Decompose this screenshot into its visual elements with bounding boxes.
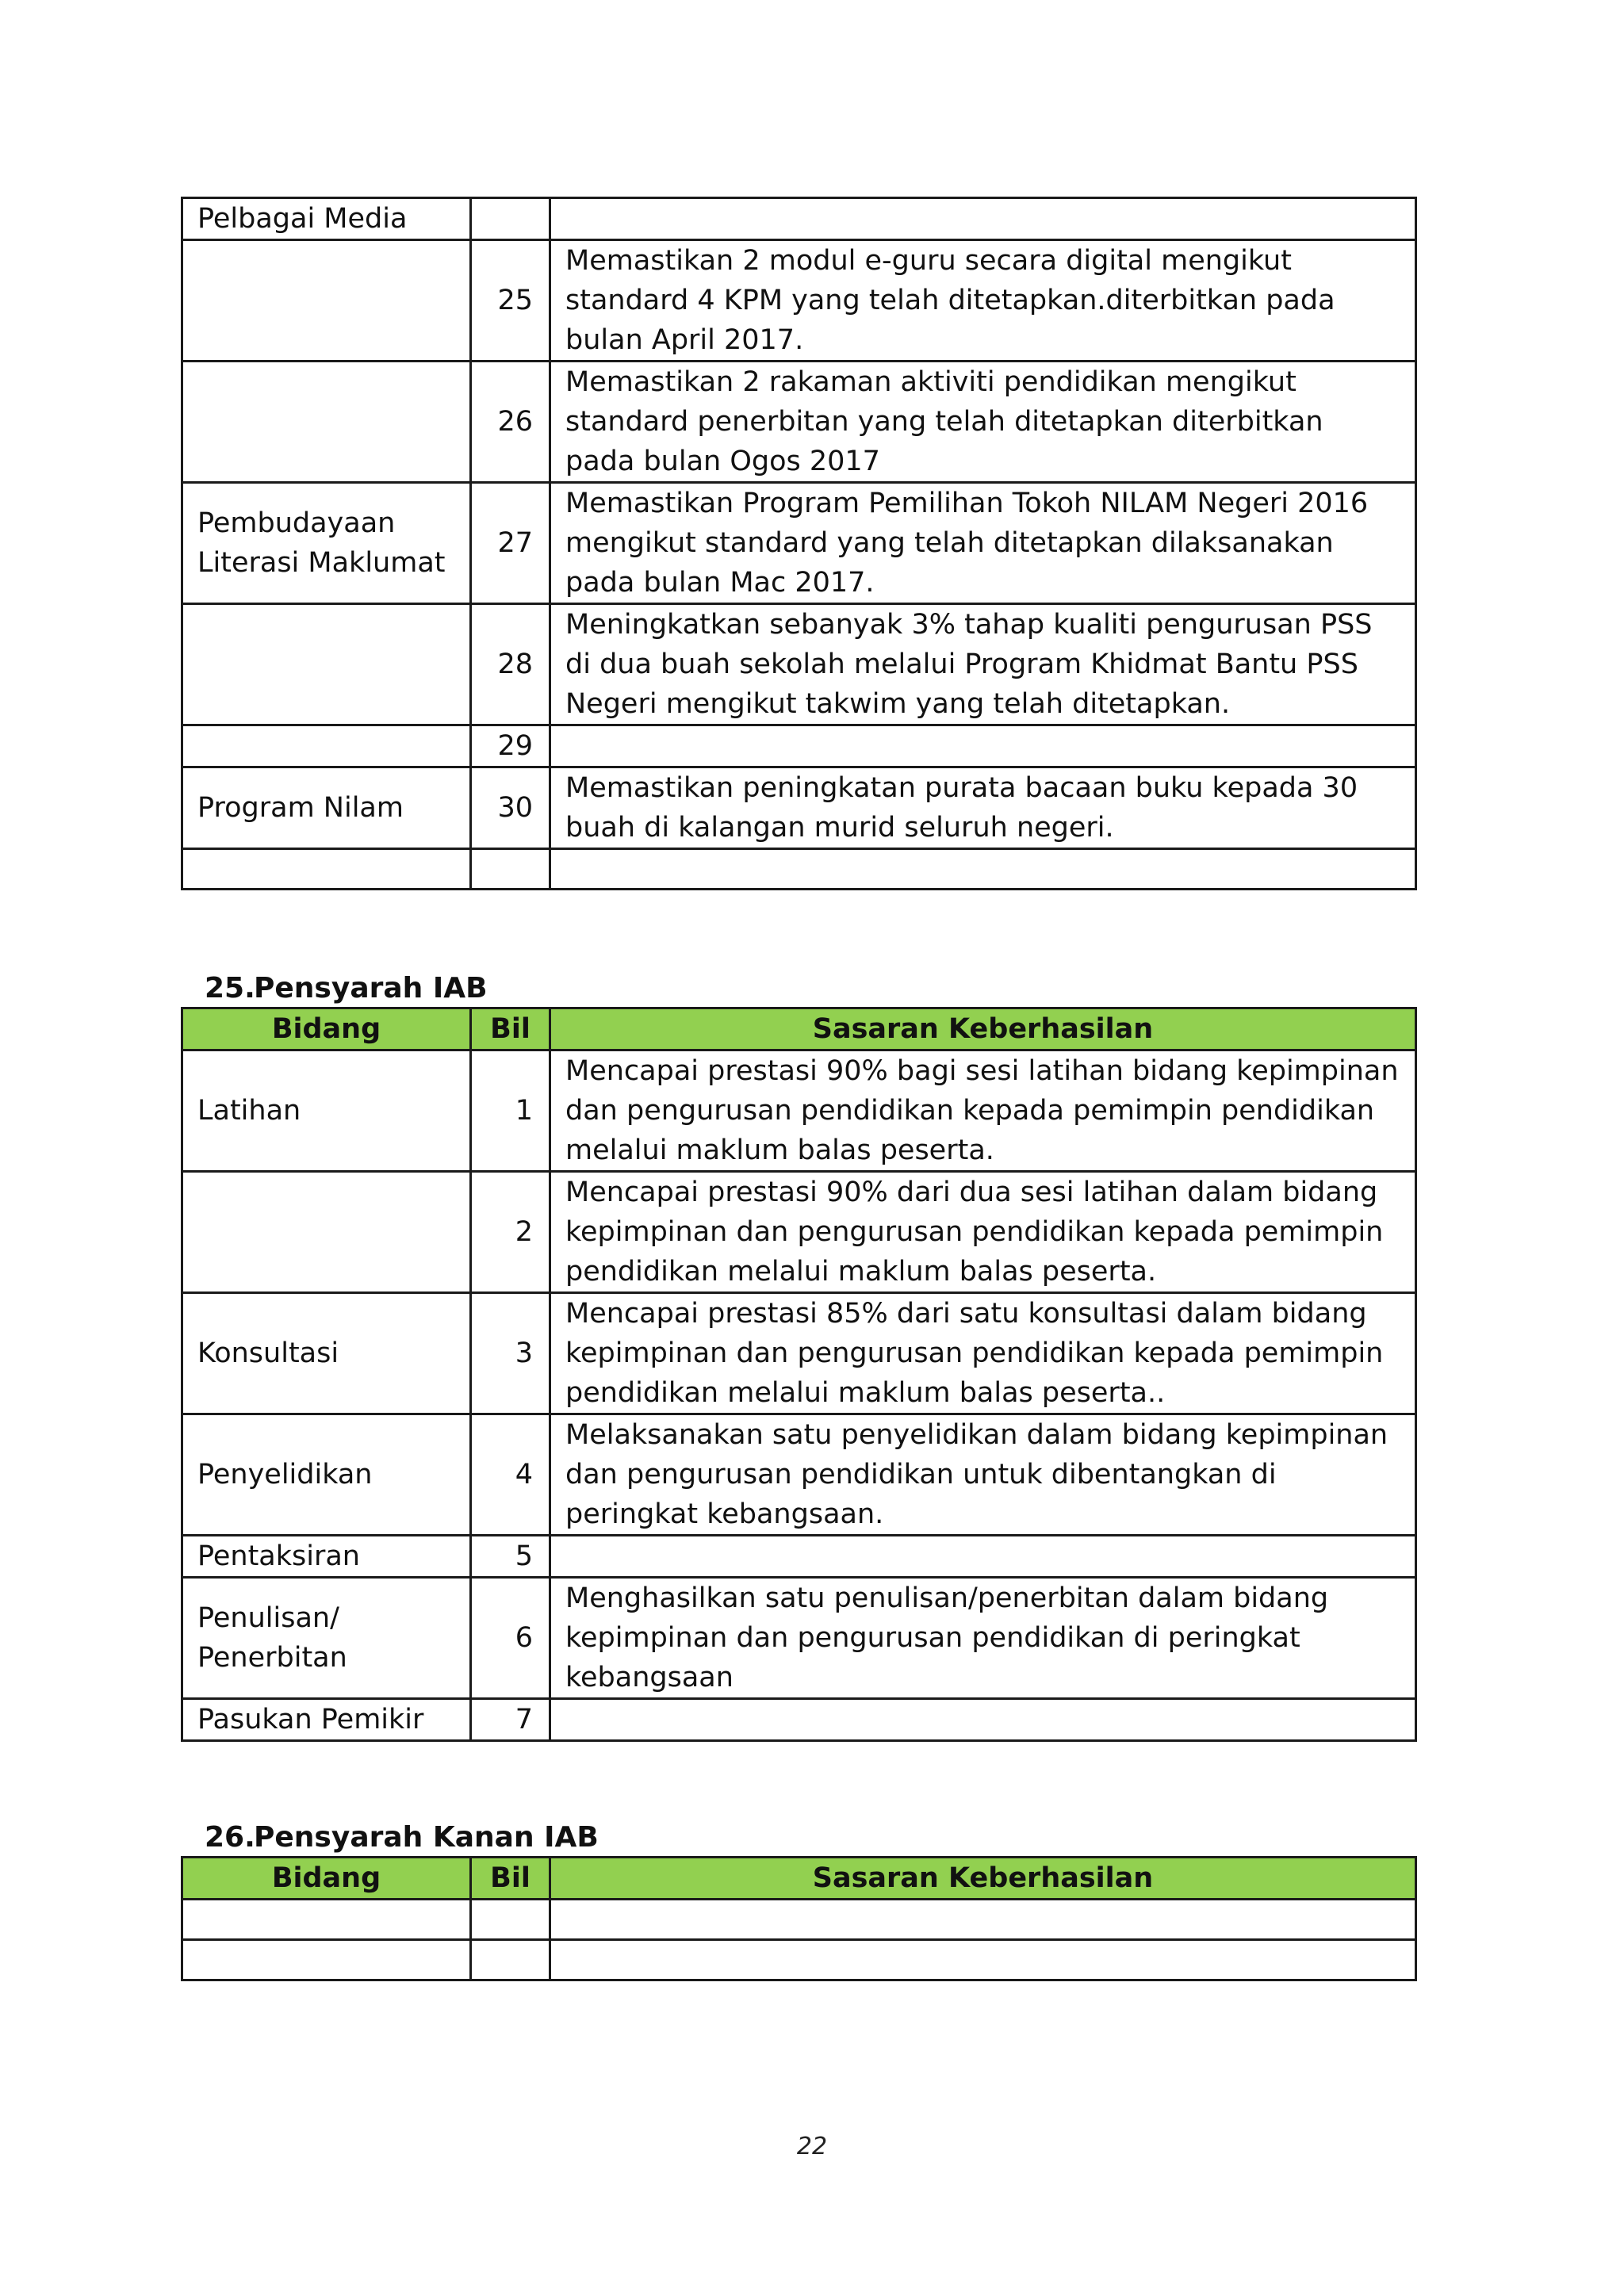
bil-cell [471,1940,550,1980]
bidang-cell: Penyelidikan [182,1414,471,1536]
bidang-cell: Pelbagai Media [182,198,471,240]
bidang-cell: Program Nilam [182,767,471,849]
sasaran-cell [550,1940,1416,1980]
sasaran-cell [550,725,1416,767]
header-sasaran: Sasaran Keberhasilan [550,1008,1416,1050]
bidang-cell: Pembudayaan Literasi Maklumat [182,483,471,604]
section-heading-26 [205,1820,599,1856]
bidang-cell [182,1172,471,1293]
sasaran-cell [550,198,1416,240]
table-row [182,1699,1416,1741]
bil-cell: 25 [471,240,550,362]
table-pensyarah-iab [181,1007,1417,1742]
table-row [182,1536,1416,1578]
table-row [182,1900,1416,1940]
section-number: 26. [205,1821,255,1854]
bidang-cell [182,362,471,483]
table-header-row [182,1858,1416,1900]
table-row [182,362,1416,483]
header-bidang: Bidang [182,1858,471,1900]
table-row [182,604,1416,725]
table-continuation [181,197,1417,890]
bidang-cell: Pasukan Pemikir [182,1699,471,1741]
bil-cell: 4 [471,1414,550,1536]
sasaran-cell: Memastikan Program Pemilihan Tokoh NILAM Negeri 2016 mengikut standard yang telah ditetapkan dilaksanakan pada bulan Mac 2017. [550,483,1416,604]
bil-cell [471,849,550,890]
bil-cell: 26 [471,362,550,483]
sasaran-cell: Melaksanakan satu penyelidikan dalam bidang kepimpinan dan pengurusan pendidikan untuk dibentangkan di peringkat kebangsaan. [550,1414,1416,1536]
bidang-cell: Latihan [182,1050,471,1172]
table-row [182,767,1416,849]
sasaran-cell: Memastikan peningkatan purata bacaan buku kepada 30 buah di kalangan murid seluruh negeri. [550,767,1416,849]
sasaran-cell [550,1900,1416,1940]
sasaran-cell [550,1699,1416,1741]
table-row [182,198,1416,240]
table-row [182,725,1416,767]
bil-cell [471,1900,550,1940]
bil-cell: 29 [471,725,550,767]
header-sasaran: Sasaran Keberhasilan [550,1858,1416,1900]
sasaran-cell: Meningkatkan sebanyak 3% tahap kualiti pengurusan PSS di dua buah sekolah melalui Program Khidmat Bantu PSS Negeri mengikut takwim yang telah ditetapkan. [550,604,1416,725]
table-row [182,1172,1416,1293]
sasaran-cell: Mencapai prestasi 90% dari dua sesi latihan dalam bidang kepimpinan dan pengurusan pendidikan kepada pemimpin pendidikan melalui maklum balas peserta. [550,1172,1416,1293]
table-row [182,1050,1416,1172]
table-row [182,1578,1416,1699]
sasaran-cell: Memastikan 2 modul e-guru secara digital mengikut standard 4 KPM yang telah ditetapkan.diterbitkan pada bulan April 2017. [550,240,1416,362]
bidang-cell [182,1900,471,1940]
bidang-cell [182,240,471,362]
bil-cell: 28 [471,604,550,725]
table-row [182,240,1416,362]
section-title: Pensyarah Kanan IAB [254,1821,599,1854]
sasaran-cell [550,1536,1416,1578]
table-row [182,1293,1416,1414]
header-bil: Bil [471,1858,550,1900]
sasaran-cell: Mencapai prestasi 85% dari satu konsultasi dalam bidang kepimpinan dan pengurusan pendidikan kepada pemimpin pendidikan melalui maklum balas peserta.. [550,1293,1416,1414]
bidang-cell [182,849,471,890]
bil-cell: 6 [471,1578,550,1699]
bil-cell: 3 [471,1293,550,1414]
page-number: 22 [796,2133,828,2160]
bidang-cell [182,604,471,725]
table-row [182,849,1416,890]
bidang-cell [182,725,471,767]
section-title: Pensyarah IAB [254,972,488,1004]
bidang-cell [182,1940,471,1980]
bil-cell: 30 [471,767,550,849]
header-bidang: Bidang [182,1008,471,1050]
sasaran-cell [550,849,1416,890]
table-pensyarah-kanan-iab [181,1856,1417,1981]
sasaran-cell: Memastikan 2 rakaman aktiviti pendidikan mengikut standard penerbitan yang telah ditetapkan diterbitkan pada bulan Ogos 2017 [550,362,1416,483]
sasaran-cell: Mencapai prestasi 90% bagi sesi latihan bidang kepimpinan dan pengurusan pendidikan kepada pemimpin pendidikan melalui maklum balas peserta. [550,1050,1416,1172]
bidang-cell: Konsultasi [182,1293,471,1414]
bil-cell: 5 [471,1536,550,1578]
bil-cell: 1 [471,1050,550,1172]
table-header-row [182,1008,1416,1050]
bidang-cell: Pentaksiran [182,1536,471,1578]
bil-cell: 2 [471,1172,550,1293]
section-heading-25 [205,970,488,1007]
table-row [182,1414,1416,1536]
bil-cell: 7 [471,1699,550,1741]
header-bil: Bil [471,1008,550,1050]
sasaran-cell: Menghasilkan satu penulisan/penerbitan dalam bidang kepimpinan dan pengurusan pendidikan di peringkat kebangsaan [550,1578,1416,1699]
section-number: 25. [205,972,255,1004]
bil-cell [471,198,550,240]
table-row [182,1940,1416,1980]
bil-cell: 27 [471,483,550,604]
table-row [182,483,1416,604]
bidang-cell: Penulisan/ Penerbitan [182,1578,471,1699]
